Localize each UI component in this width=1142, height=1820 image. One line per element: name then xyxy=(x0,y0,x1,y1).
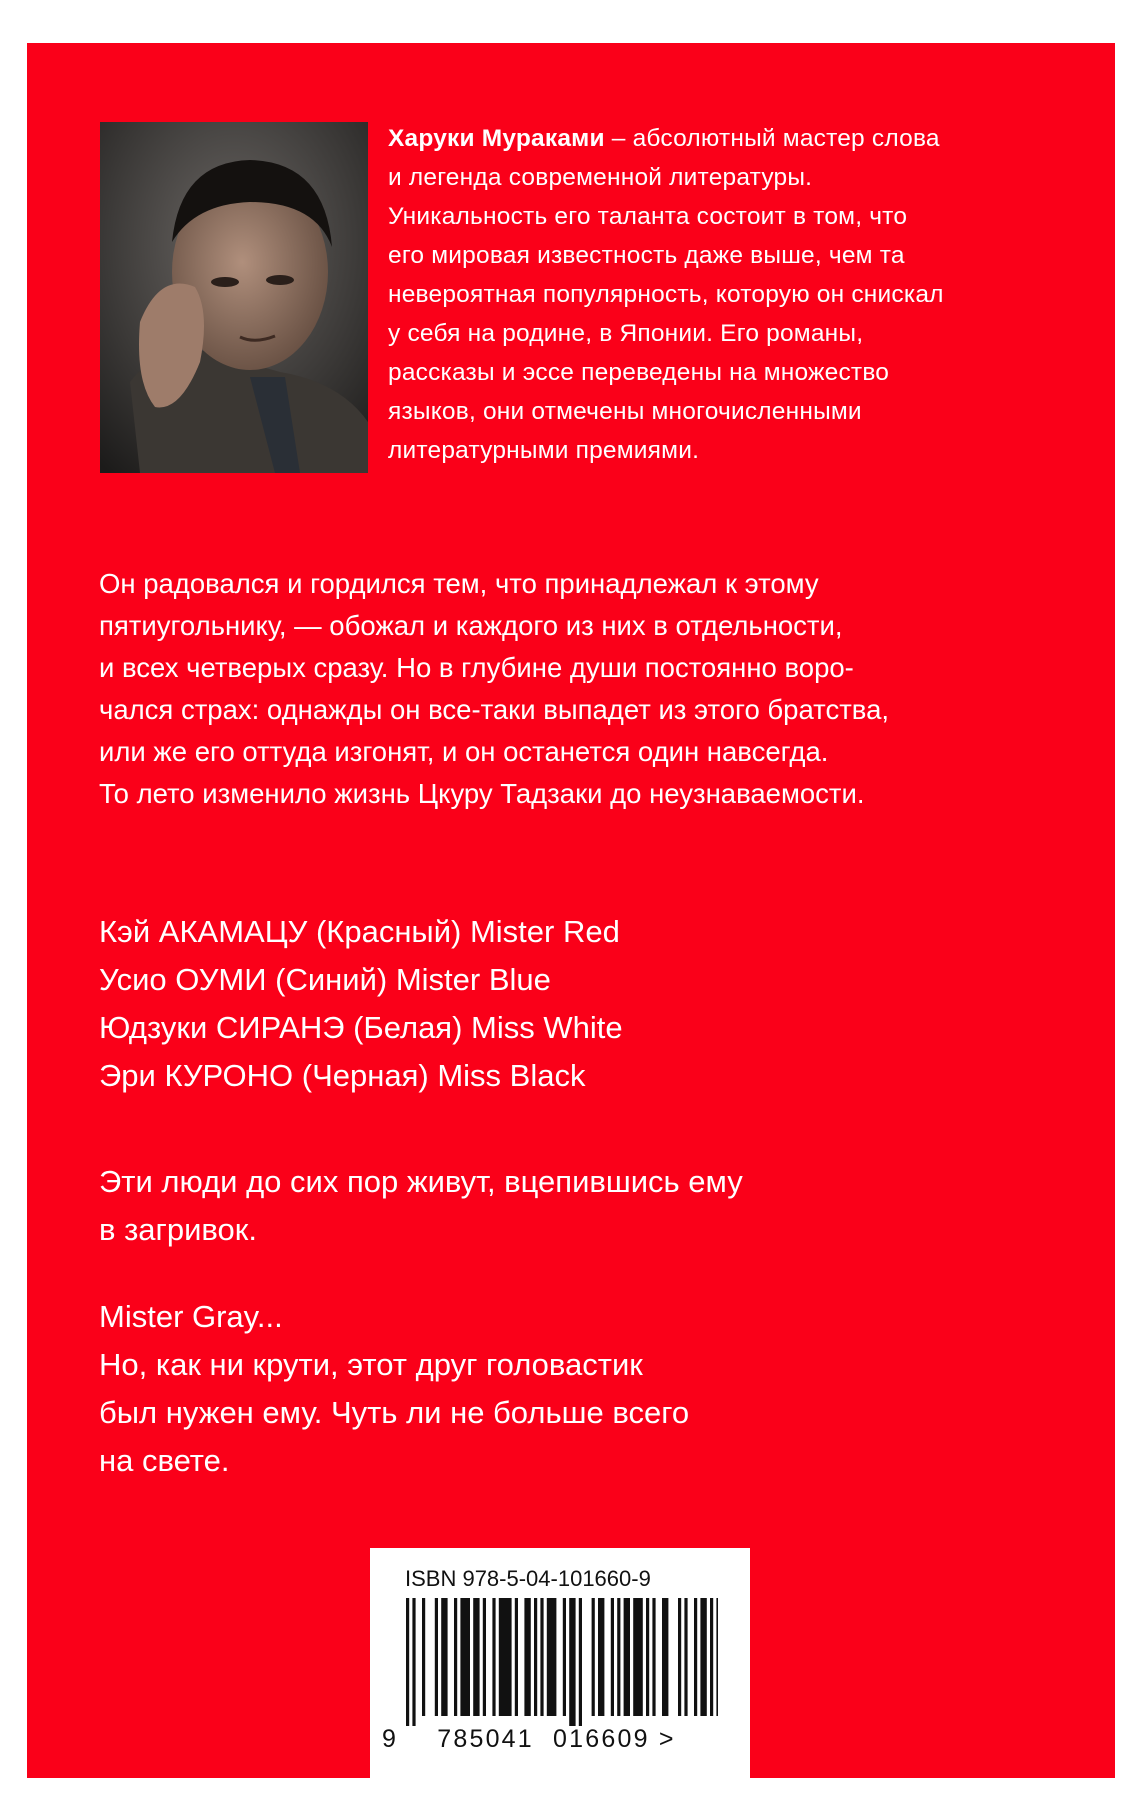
excerpt-line: То лето изменило жизнь Цкуру Тадзаки до неузнаваемости. xyxy=(99,778,865,809)
bio-line: языков, они отмечены многочисленными xyxy=(388,398,862,425)
ean-left-digits: 785041 xyxy=(437,1725,534,1753)
bio-line: рассказы и эссе переведены на множество xyxy=(388,359,890,386)
author-bio xyxy=(388,119,1088,470)
ean-right-digits: 016609 xyxy=(553,1725,650,1753)
closing-paragraph-1 xyxy=(99,1158,743,1254)
closing-paragraph-2 xyxy=(99,1293,689,1485)
bio-line: у себя на родине, в Японии. Его романы, xyxy=(388,320,864,347)
closing-line: Эти люди до сих пор живут, вцепившись ему xyxy=(99,1164,743,1199)
excerpt-line: Он радовался и гордился тем, что принадлежал к этому xyxy=(99,568,819,599)
bio-line: – абсолютный мастер слова xyxy=(604,125,940,152)
excerpt-line: или же его оттуда изгонят, и он останется один навсегда. xyxy=(99,736,829,767)
closing-line: Mister Gray... xyxy=(99,1299,283,1334)
closing-line: на свете. xyxy=(99,1443,230,1478)
closing-line: в загривок. xyxy=(99,1212,257,1247)
character-list xyxy=(99,908,623,1100)
bio-line: литературными премиями. xyxy=(388,437,700,464)
author-name: Харуки Мураками xyxy=(388,125,605,152)
ean-first-digit: 9 xyxy=(382,1725,399,1753)
bio-line: Уникальность его таланта состоит в том, что xyxy=(388,203,908,230)
book-back-cover xyxy=(27,43,1115,1778)
character-item: Усио ОУМИ (Синий) Mister Blue xyxy=(99,962,551,997)
bio-line: невероятная популярность, которую он снискал xyxy=(388,281,944,308)
author-portrait-image xyxy=(100,122,368,473)
excerpt-line: чался страх: однажды он все-таки выпадет из этого братства, xyxy=(99,694,890,725)
closing-line: был нужен ему. Чуть ли не больше всего xyxy=(99,1395,690,1430)
character-item: Юдзуки СИРАНЭ (Белая) Miss White xyxy=(99,1010,623,1045)
ean-digits xyxy=(382,1725,676,1754)
book-excerpt xyxy=(99,563,1099,815)
excerpt-line: и всех четверых сразу. Но в глубине души постоянно воро- xyxy=(99,652,854,683)
barcode-image xyxy=(402,1598,718,1728)
character-item: Кэй АКАМАЦУ (Красный) Mister Red xyxy=(99,914,620,949)
ean-end-marker: > xyxy=(658,1725,676,1753)
bio-line: и легенда современной литературы. xyxy=(388,164,813,191)
character-item: Эри КУРОНО (Черная) Miss Black xyxy=(99,1058,586,1093)
excerpt-line: пятиугольнику, — обожал и каждого из них в отдельности, xyxy=(99,610,843,641)
isbn-number: ISBN 978-5-04-101660-9 xyxy=(405,1566,651,1591)
isbn-barcode-block xyxy=(370,1548,750,1778)
closing-line: Но, как ни крути, этот друг головастик xyxy=(99,1347,643,1382)
bio-line: его мировая известность даже выше, чем та xyxy=(388,242,905,269)
author-photo xyxy=(100,122,368,473)
